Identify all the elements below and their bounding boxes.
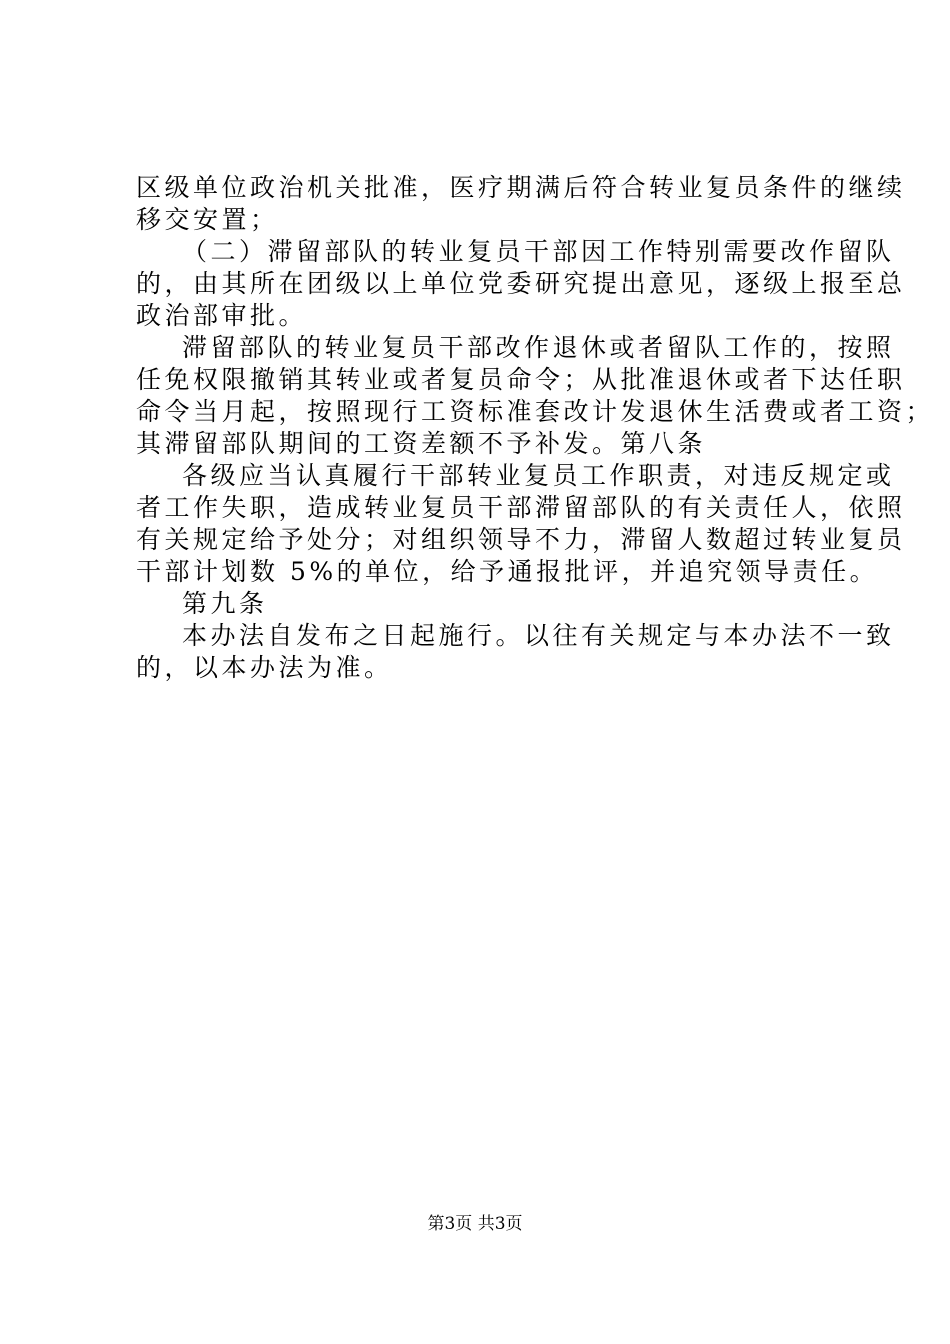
text-line: 滞留部队的转业复员干部改作退休或者留队工作的，按照 <box>182 333 895 362</box>
text-line: 者工作失职，造成转业复员干部滞留部队的有关责任人，依照 <box>136 493 906 522</box>
text-line: 任免权限撤销其转业或者复员命令；从批准退休或者下达任职 <box>136 365 906 394</box>
text-line: 的，由其所在团级以上单位党委研究提出意见，逐级上报至总 <box>136 269 906 298</box>
text-line: 命令当月起，按照现行工资标准套改计发退休生活费或者工资； <box>136 397 935 426</box>
text-line: 其滞留部队期间的工资差额不予补发。第八条 <box>136 429 707 458</box>
article-heading: 第九条 <box>182 589 268 618</box>
text-line: 区级单位政治机关批准，医疗期满后符合转业复员条件的继续 <box>136 173 906 202</box>
text-line: 的，以本办法为准。 <box>136 653 393 682</box>
text-line: （二）滞留部队的转业复员干部因工作特别需要改作留队 <box>182 237 895 266</box>
text-line: 各级应当认真履行干部转业复员工作职责，对违反规定或 <box>182 461 895 490</box>
text-line: 干部计划数 5%的单位，给予通报批评，并追究领导责任。 <box>136 557 879 586</box>
text-line: 有关规定给予处分；对组织领导不力，滞留人数超过转业复员 <box>136 525 906 554</box>
text-line: 移交安置； <box>136 205 279 234</box>
document-body <box>136 172 935 684</box>
page-footer: 第3页 共3页 <box>427 1214 523 1234</box>
text-line: 政治部审批。 <box>136 301 308 330</box>
text-line: 本办法自发布之日起施行。以往有关规定与本办法不一致 <box>182 621 895 650</box>
